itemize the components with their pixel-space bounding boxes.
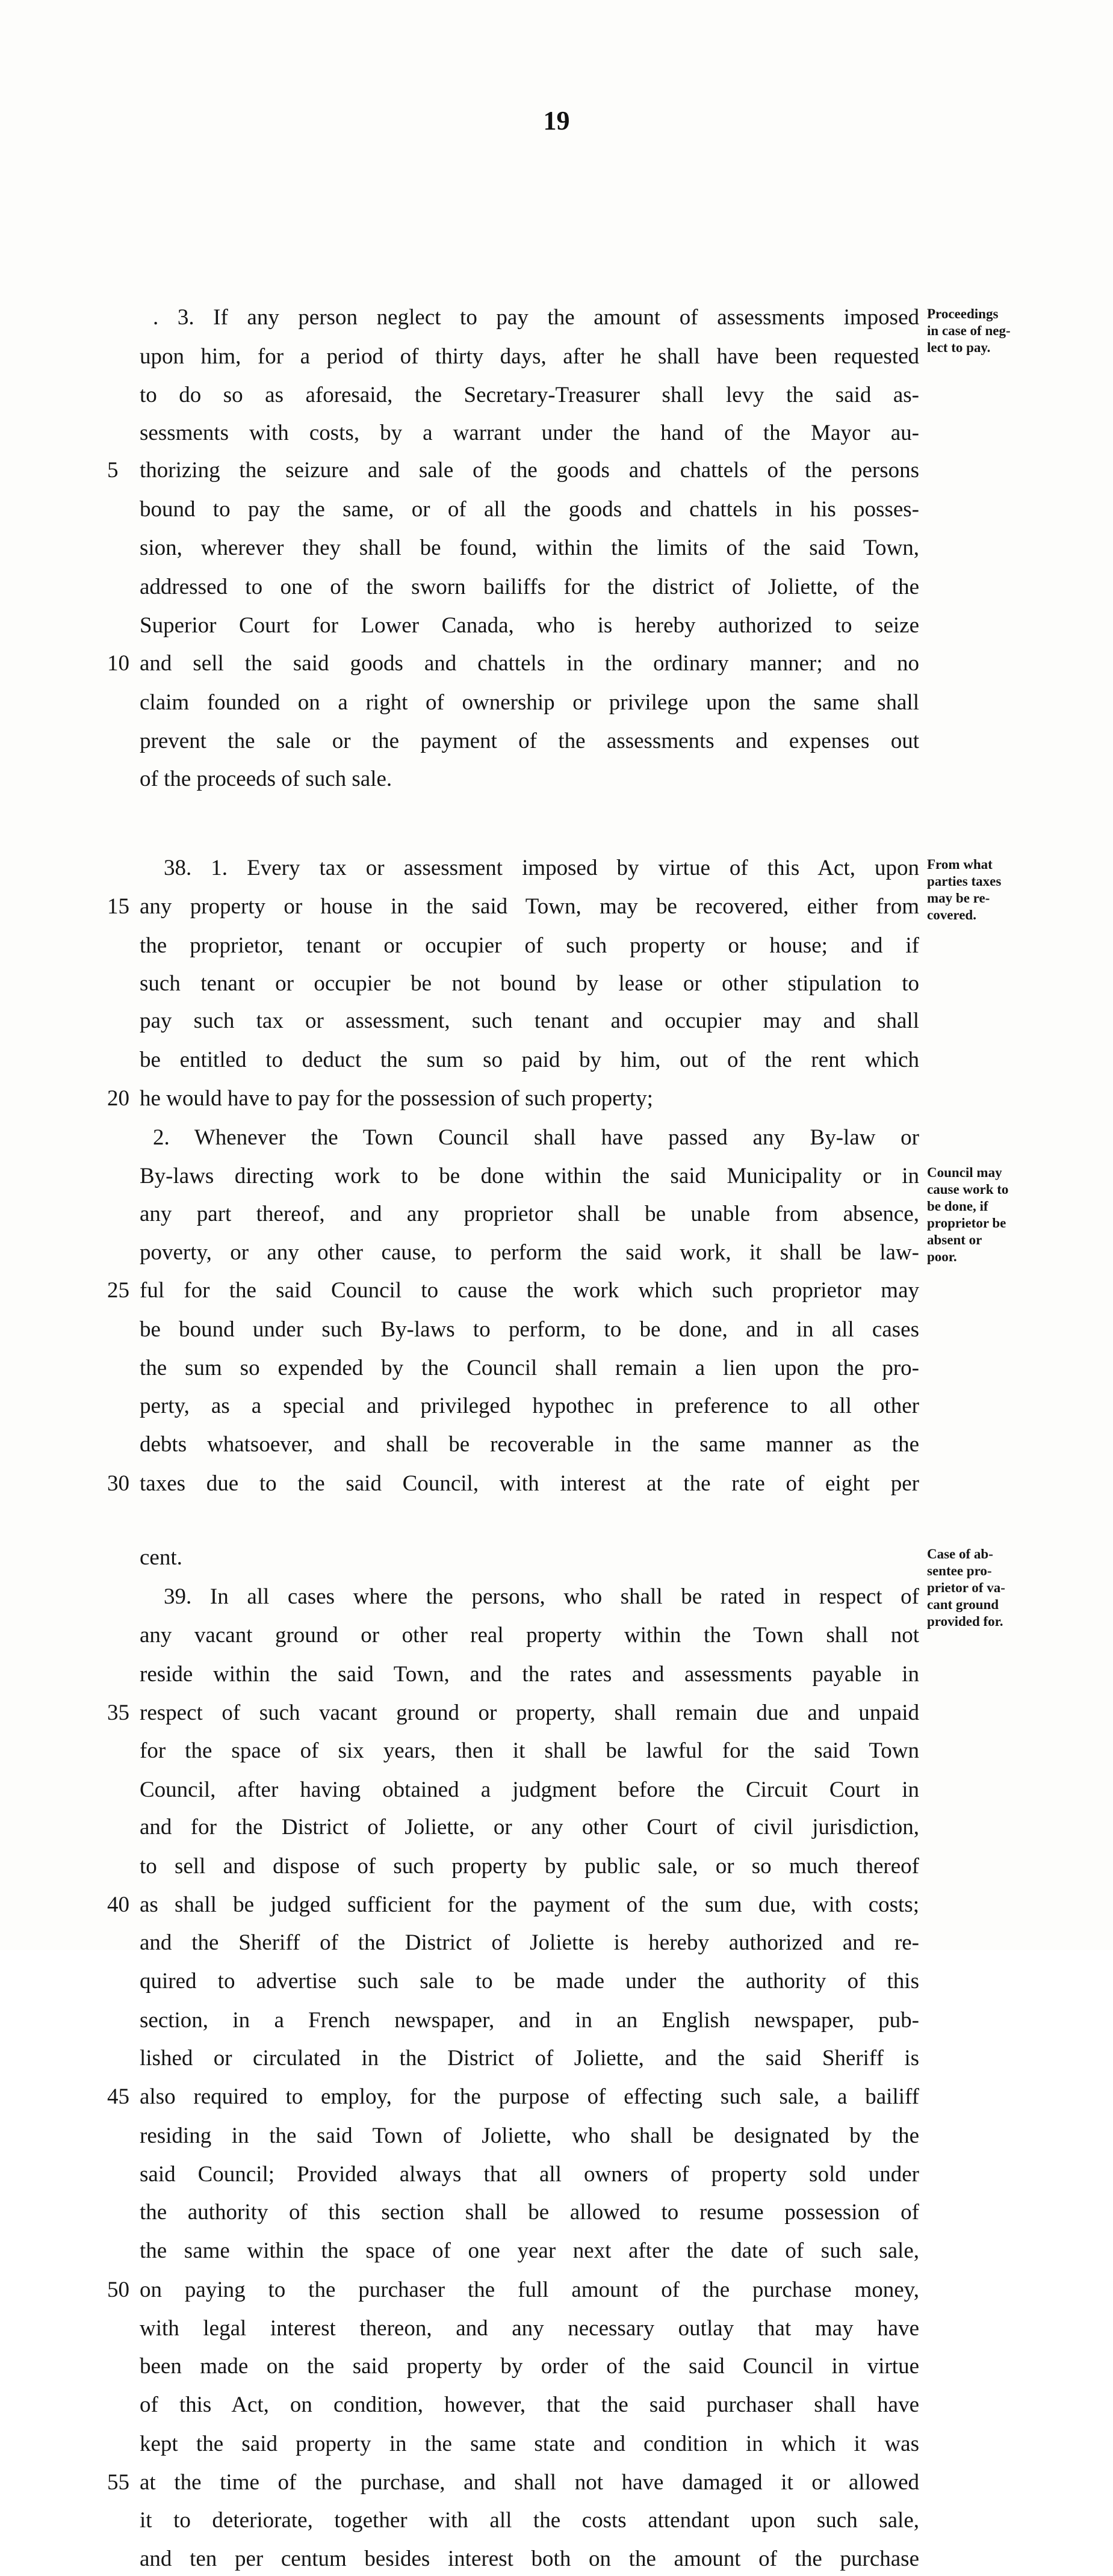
- margin-note: [927, 1164, 1108, 1265]
- line-number: 25: [107, 1278, 129, 1303]
- margin-note-line: Council may: [927, 1165, 1002, 1181]
- text-line: been made on the said property by order of the said Council in virtue: [140, 2353, 919, 2379]
- text-line: be bound under such By-laws to perform, to be done, and in all cases: [140, 1317, 919, 1342]
- text-line: poverty, or any other cause, to perform the said work, it shall be law-: [140, 1240, 919, 1265]
- margin-note-line: cause work to: [927, 1182, 1009, 1197]
- text-line: ful for the said Council to cause the work which such proprietor may: [140, 1278, 919, 1303]
- text-line: sessments with costs, by a warrant under the hand of the Mayor au-: [140, 420, 919, 445]
- line-number: 10: [107, 651, 129, 676]
- margin-note-line: cant ground: [927, 1597, 999, 1613]
- margin-note: [927, 306, 1108, 356]
- text-line: any property or house in the said Town, may be recovered, either from: [140, 894, 919, 919]
- text-line: the authority of this section shall be allowed to resume possession of: [140, 2199, 919, 2225]
- text-line: the same within the space of one year next after the date of such sale,: [140, 2238, 919, 2264]
- text-line: addressed to one of the sworn bailiffs for the district of Joliette, of the: [140, 574, 919, 599]
- margin-note-line: absent or: [927, 1232, 982, 1248]
- margin-note-line: provided for.: [927, 1614, 1003, 1629]
- text-line: pay such tax or assessment, such tenant and occupier may and shall: [140, 1008, 919, 1034]
- text-line: and sell the said goods and chattels in the ordinary manner; and no: [140, 651, 919, 676]
- text-line: section, in a French newspaper, and in an English newspaper, pub-: [140, 2007, 919, 2033]
- text-line: he would have to pay for the possession of such property;: [140, 1086, 653, 1111]
- text-line: on paying to the purchaser the full amount of the purchase money,: [140, 2277, 919, 2302]
- text-line: cent.: [140, 1545, 182, 1571]
- text-line: bound to pay the same, or of all the goods and chattels in his posses-: [140, 496, 919, 522]
- text-line: such tenant or occupier be not bound by lease or other stipulation to: [140, 971, 919, 996]
- text-line: taxes due to the said Council, with interest at the rate of eight per: [140, 1471, 919, 1496]
- text-line: the sum so expended by the Council shall remain a lien upon the pro-: [140, 1356, 919, 1381]
- line-number: 35: [107, 1700, 129, 1726]
- text-line: By-laws directing work to be done within the said Municipality or in: [140, 1164, 919, 1189]
- margin-note: [927, 1546, 1108, 1630]
- text-line: of the proceeds of such sale.: [140, 766, 392, 791]
- text-line: 2. Whenever the Town Council shall have passed any By-law or: [153, 1125, 919, 1150]
- text-line: the proprietor, tenant or occupier of such property or house; and if: [140, 933, 919, 958]
- margin-note-line: Proceedings: [927, 306, 999, 322]
- line-number: 30: [107, 1471, 129, 1496]
- line-number: 55: [107, 2470, 129, 2495]
- text-line: 38. 1. Every tax or assessment imposed by virtue of this Act, upon: [164, 855, 919, 880]
- margin-note-line: prietor of va-: [927, 1580, 1005, 1596]
- text-line: upon him, for a period of thirty days, after he shall have been requested: [140, 344, 919, 369]
- margin-note-line: be done, if: [927, 1199, 988, 1214]
- text-line: of this Act, on condition, however, that the said purchaser shall have: [140, 2392, 919, 2418]
- text-line: to sell and dispose of such property by public sale, or so much thereof: [140, 1853, 919, 1879]
- text-line: perty, as a special and privileged hypothec in preference to all other: [140, 1393, 919, 1418]
- text-line: it to deteriorate, together with all the costs attendant upon such sale,: [140, 2508, 919, 2533]
- margin-note-line: sentee pro-: [927, 1563, 992, 1579]
- text-line: to do so as aforesaid, the Secretary-Treasurer shall levy the said as-: [140, 383, 919, 408]
- text-line: lished or circulated in the District of Joliette, and the said Sheriff is: [140, 2045, 919, 2071]
- page-number: 19: [543, 106, 570, 135]
- margin-note-line: may be re-: [927, 890, 990, 906]
- text-line: be entitled to deduct the sum so paid by him, out of the rent which: [140, 1047, 919, 1072]
- margin-note: [927, 856, 1108, 924]
- text-line: with legal interest thereon, and any necessary outlay that may have: [140, 2316, 919, 2341]
- text-line: as shall be judged sufficient for the payment of the sum due, with costs;: [140, 1892, 919, 1918]
- margin-note-line: covered.: [927, 907, 976, 922]
- text-line: for the space of six years, then it shall be lawful for the said Town: [140, 1738, 919, 1764]
- text-line: thorizing the seizure and sale of the goods and chattels of the persons: [140, 458, 919, 483]
- margin-note-line: poor.: [927, 1249, 957, 1265]
- text-line: claim founded on a right of ownership or privilege upon the same shall: [140, 690, 919, 715]
- margin-note-line: Case of ab-: [927, 1546, 993, 1562]
- text-line: kept the said property in the same state and condition in which it was: [140, 2431, 919, 2456]
- text-line: any part thereof, and any proprietor shall be unable from absence,: [140, 1201, 919, 1226]
- text-line: quired to advertise such sale to be made under the authority of this: [140, 1969, 919, 1994]
- text-line: and ten per centum besides interest both on the amount of the purchase: [140, 2547, 919, 2572]
- text-line: prevent the sale or the payment of the assessments and expenses out: [140, 729, 919, 754]
- text-line: also required to employ, for the purpose of effecting such sale, a bailiff: [140, 2084, 919, 2110]
- text-line: at the time of the purchase, and shall not have damaged it or allowed: [140, 2470, 919, 2495]
- line-number: 50: [107, 2277, 129, 2302]
- text-line: respect of such vacant ground or property, shall remain due and unpaid: [140, 1700, 919, 1726]
- text-line: debts whatsoever, and shall be recoverable in the same manner as the: [140, 1432, 919, 1457]
- margin-note-line: lect to pay.: [927, 340, 991, 356]
- line-number: 15: [107, 894, 129, 919]
- text-line: Council, after having obtained a judgment before the Circuit Court in: [140, 1777, 919, 1802]
- line-number: 20: [107, 1086, 129, 1111]
- text-line: and for the District of Joliette, or any other Court of civil jurisdiction,: [140, 1815, 919, 1840]
- text-line: . 3. If any person neglect to pay the amount of assessments imposed: [153, 305, 919, 330]
- margin-note-line: proprietor be: [927, 1215, 1006, 1231]
- margin-note-line: in case of neg-: [927, 323, 1011, 339]
- margin-note-line: From what: [927, 856, 993, 872]
- text-line: and the Sheriff of the District of Joliette is hereby authorized and re-: [140, 1930, 919, 1955]
- text-line: reside within the said Town, and the rates and assessments payable in: [140, 1661, 919, 1687]
- text-line: residing in the said Town of Joliette, who shall be designated by the: [140, 2123, 919, 2148]
- margin-note-line: parties taxes: [927, 873, 1002, 889]
- line-number: 45: [107, 2084, 129, 2110]
- line-number: 40: [107, 1892, 129, 1918]
- text-line: Superior Court for Lower Canada, who is hereby authorized to seize: [140, 613, 919, 638]
- line-number: 5: [107, 458, 119, 483]
- text-line: 39. In all cases where the persons, who shall be rated in respect of: [164, 1584, 919, 1609]
- text-line: any vacant ground or other real property within the Town shall not: [140, 1623, 919, 1648]
- text-line: sion, wherever they shall be found, within the limits of the said Town,: [140, 536, 919, 561]
- text-line: said Council; Provided always that all owners of property sold under: [140, 2162, 919, 2187]
